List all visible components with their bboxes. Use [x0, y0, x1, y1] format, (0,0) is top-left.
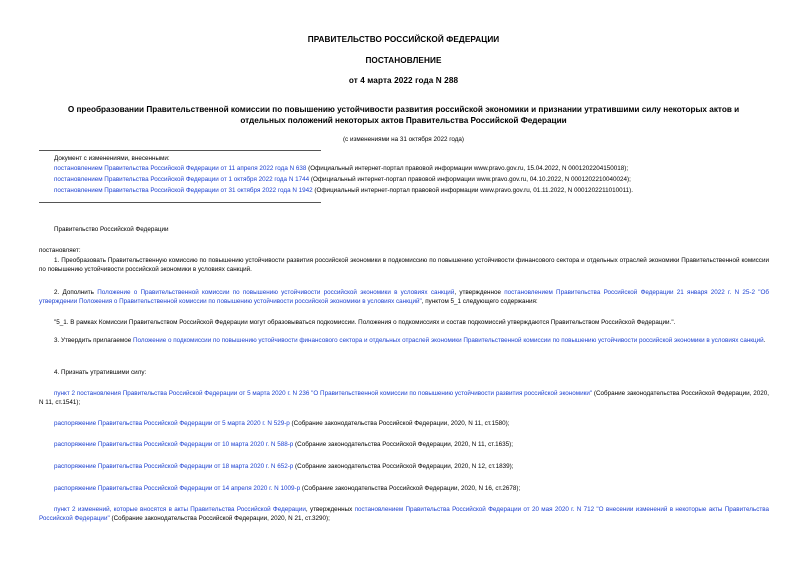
repealed-mid-6: , утвержденных	[305, 506, 355, 513]
repealed-item-4	[54, 463, 513, 471]
repealed-source-2: (Собрание законодательства Российской Федерации, 2020, N 11, ст.1580);	[289, 420, 510, 427]
document-type: ПОСТАНОВЛЕНИЕ	[365, 56, 442, 65]
repealed-item-5	[54, 485, 520, 493]
subcommission-regulation-link[interactable]: Положение о подкомиссии по повышению устойчивости финансового сектора и отдельных отраслей экономики Правительственной комиссии по повышению устойчивости российской экономики в условиях санкций	[132, 337, 764, 344]
paragraph-4: 4. Признать утратившими силу:	[54, 369, 147, 376]
government-heading: ПРАВИТЕЛЬСТВО РОССИЙСКОЙ ФЕДЕРАЦИИ	[307, 35, 500, 44]
commission-regulation-link[interactable]: Положение о Правительственной комиссии по повышению устойчивости российской экономики в условиях санкций	[97, 289, 455, 296]
body-decrees: постановляет:	[39, 247, 81, 254]
repealed-link-6a[interactable]: пункт 2 изменений, которые вносятся в акты Правительства Российской Федерации	[54, 506, 306, 513]
repealed-item-2	[54, 420, 510, 428]
divider-bottom	[39, 202, 321, 203]
amendment-link-1[interactable]: постановлением Правительства Российской Федерации от 11 апреля 2022 года N 638	[54, 165, 307, 172]
repealed-link-6b[interactable]: постановлением Правительства Российской Федерации от 20 мая 2020 г. N 712 "О внесении изменений в некоторые акты Правительства Российской Федерации"	[39, 506, 770, 523]
amendments-intro: Документ с изменениями, внесенными:	[54, 155, 170, 162]
repealed-source-5: (Собрание законодательства Российской Федерации, 2020, N 16, ст.2678);	[300, 485, 521, 492]
p3-text-b: .	[763, 337, 766, 344]
repealed-source-3: (Собрание законодательства Российской Федерации, 2020, N 11, ст.1635);	[293, 441, 514, 448]
repealed-link-2[interactable]: распоряжение Правительства Российской Федерации от 5 марта 2020 г. N 529-р	[54, 420, 290, 427]
paragraph-3	[39, 336, 769, 345]
repealed-source-1: (Собрание законодательства Российской Федерации, 2020, N 11, ст.1541);	[39, 390, 769, 407]
amendment-source-2: (Официальный интернет-портал правовой информации www.pravo.gov.ru, 04.10.2022, N 0001202210040024);	[309, 176, 631, 183]
document-date-number: от 4 марта 2022 года N 288	[348, 76, 459, 85]
amendment-item	[54, 176, 631, 184]
decree-25-2-link[interactable]: постановлением Правительства Российской Федерации 21 января 2022 г. N 25-2 "Об утверждении Положения о Правительственной комиссии по повышению устойчивости российской экономики в условиях санкций"	[39, 289, 769, 306]
repealed-item-6	[39, 505, 769, 524]
amendment-item	[54, 165, 628, 173]
amendment-link-3[interactable]: постановлением Правительства Российской Федерации от 31 октября 2022 года N 1942	[54, 187, 313, 194]
amendment-item	[54, 187, 633, 195]
repealed-source-6: (Собрание законодательства Российской Федерации, 2020, N 21, ст.3290);	[109, 515, 330, 523]
p3-text-a: 3. Утвердить прилагаемое	[54, 337, 133, 344]
document-title-line-2: отдельных положений некоторых актов Правительства Российской Федерации	[240, 116, 567, 125]
paragraph-2-quote: "5_1. В рамках Комиссии Правительством Российской Федерации могут образовываться подкомиссии. Положения о подкомиссиях и состав подкомиссий утверждаются Правительством Российской Федерации.".	[54, 319, 676, 326]
repealed-item-3	[54, 441, 513, 449]
divider-top	[39, 150, 321, 151]
document-title-line-1: О преобразовании Правительственной комиссии по повышению устойчивости развития российской экономики и признании утратившими силу некоторых актов и	[67, 105, 740, 114]
p2-text-a: 2. Дополнить	[54, 289, 98, 296]
repealed-link-3[interactable]: распоряжение Правительства Российской Федерации от 10 марта 2020 г. N 588-р	[54, 441, 294, 448]
repealed-link-4[interactable]: распоряжение Правительства Российской Федерации от 18 марта 2020 г. N 652-р	[54, 463, 294, 470]
body-government: Правительство Российской Федерации	[54, 226, 169, 233]
repealed-item-1	[39, 389, 769, 408]
repealed-link-1[interactable]: пункт 2 постановления Правительства Российской Федерации от 5 марта 2020 г. N 236 "О Правительственной комиссии по повышению устойчивости развития российской экономики"	[54, 390, 593, 397]
paragraph-1: 1. Преобразовать Правительственную комиссию по повышению устойчивости развития российской экономики в подкомиссию по повышению устойчивости финансового сектора и отдельных отраслей экономики Правительственной комиссии по повышению устойчивости российской экономики в условиях санкций.	[39, 257, 769, 274]
paragraph-2	[39, 288, 769, 307]
repealed-link-5[interactable]: распоряжение Правительства Российской Федерации от 14 апреля 2020 г. N 1009-р	[54, 485, 301, 492]
p2-text-b: , утвержденное	[454, 289, 505, 296]
amendment-source-3: (Официальный интернет-портал правовой информации www.pravo.gov.ru, 01.11.2022, N 0001202211010011).	[312, 187, 633, 194]
amendment-link-2[interactable]: постановлением Правительства Российской Федерации от 1 октября 2022 года N 1744	[54, 176, 310, 183]
amendment-source-1: (Официальный интернет-портал правовой информации www.pravo.gov.ru, 15.04.2022, N 0001202204150018);	[306, 165, 629, 172]
repealed-source-4: (Собрание законодательства Российской Федерации, 2020, N 12, ст.1839);	[293, 463, 514, 470]
revision-note: (с изменениями на 31 октября 2022 года)	[342, 136, 465, 143]
p2-text-c: , пунктом 5_1 следующего содержания:	[421, 298, 538, 306]
